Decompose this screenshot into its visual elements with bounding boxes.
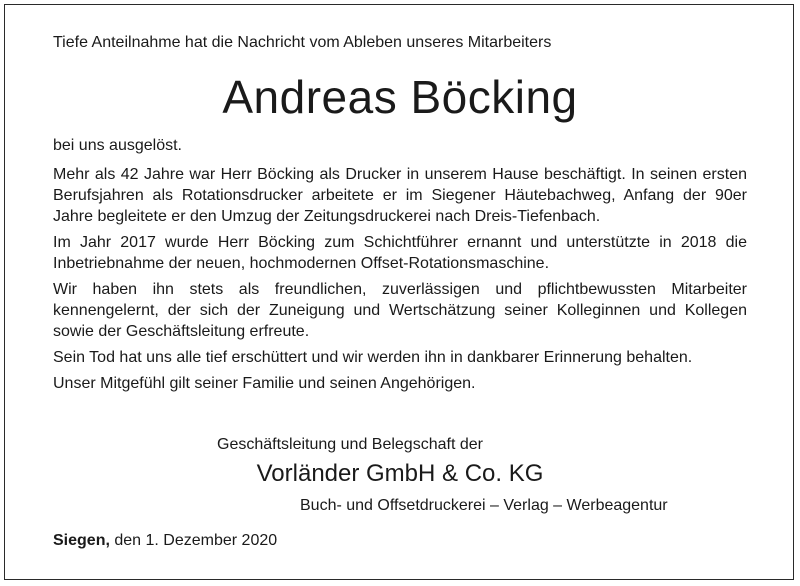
notice-body [53,164,747,399]
intro-text: Tiefe Anteilnahme hat die Nachricht vom Ableben unseres Mitarbeiters [53,34,552,51]
company-subtitle: Buch- und Offsetdruckerei – Verlag – Werbeagentur [300,497,668,514]
place: Siegen, [53,532,110,549]
paragraph: Mehr als 42 Jahre war Herr Böcking als Drucker in unserem Hause beschäftigt. In seinen ersten Berufsjahren als Rotationsdrucker arbeitete er im Siegener Häutebachweg, Anfang der 90er Jahre begleitete er den Umzug der Zeitungsdruckerei nach Dreis-Tiefenbach. [53,166,747,225]
date: den 1. Dezember 2020 [114,532,278,549]
paragraph: Im Jahr 2017 wurde Herr Böcking zum Schichtführer ernannt und unterstützte in 2018 die Inbetriebnahme der neuen, hochmodernen Offset-Rotationsmaschine. [53,234,747,272]
place-date [53,532,277,550]
after-name-text: bei uns ausgelöst. [53,137,182,154]
company-name: Vorländer GmbH & Co. KG [256,460,544,487]
deceased-name: Andreas Böcking [222,71,578,123]
paragraph: Sein Tod hat uns alle tief erschüttert und wir werden ihn in dankbarer Erinnerung behalten. [53,349,693,366]
paragraph: Unser Mitgefühl gilt seiner Familie und seinen Angehörigen. [53,375,476,392]
signature-line: Geschäftsleitung und Belegschaft der [217,436,483,453]
paragraph: Wir haben ihn stets als freundlichen, zuverlässigen und pflichtbewussten Mitarbeiter kennengelernt, der sich der Zuneigung und Wertschätzung seiner Kolleginnen und Kollegen sowie der Geschäftsleitung erfreute. [53,281,747,340]
